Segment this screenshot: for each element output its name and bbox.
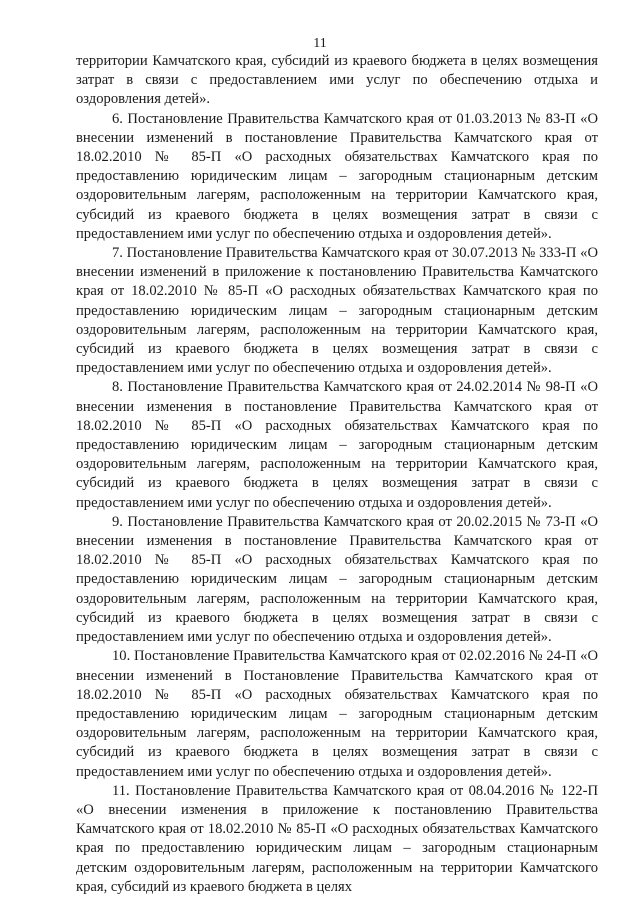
paragraph-item-10: 10. Постановление Правительства Камчатского края от 02.02.2016 № 24-П «О внесении изменений в Постановление Правительства Камчатского края от 18.02.2010 № 85-П «О расходных обязательствах Камчатского края по предоставлению юридическим лицам – загородным стационарным детским оздоровительным лагерям, расположенным на территории Камчатского края, субсидий из краевого бюджета в целях возмещения затрат в связи с предоставлением ими услуг по обеспечению отдыха и оздоровления детей». — [76, 648, 598, 780]
page-number: 11 — [313, 36, 327, 51]
paragraph-continuation: территории Камчатского края, субсидий из краевого бюджета в целях возмещения затрат в связи с предоставлением ими услуг по обеспечению отдыха и оздоровления детей». — [76, 53, 598, 108]
paragraph-item-11: 11. Постановление Правительства Камчатского края от 08.04.2016 № 122-П «О внесении изменения в приложение к постановлению Правительства Камчатского края от 18.02.2010 № 85-П «О расходных обязательствах Камчатского края по предоставлению юридическим лицам – загородным стационарным детским оздоровительным лагерям, расположенным на территории Камчатского края, субсидий из краевого бюджета в целях — [76, 782, 598, 895]
paragraph-item-8: 8. Постановление Правительства Камчатского края от 24.02.2014 № 98-П «О внесении изменения в постановление Правительства Камчатского края от 18.02.2010 № 85-П «О расходных обязательствах Камчатского края по предоставлению юридическим лицам – загородным стационарным детским оздоровительным лагерям, расположенным на территории Камчатского края, субсидий из краевого бюджета в целях возмещения затрат в связи с предоставлением ими услуг по обеспечению отдыха и оздоровления детей». — [76, 379, 598, 511]
paragraph-item-9: 9. Постановление Правительства Камчатского края от 20.02.2015 № 73-П «О внесении изменения в постановление Правительства Камчатского края от 18.02.2010 № 85-П «О расходных обязательствах Камчатского края по предоставлению юридическим лицам – загородным стационарным детским оздоровительным лагерям, расположенным на территории Камчатского края, субсидий из краевого бюджета в целях возмещения затрат в связи с предоставлением ими услуг по обеспечению отдыха и оздоровления детей». — [76, 513, 598, 646]
paragraph-item-7: 7. Постановление Правительства Камчатского края от 30.07.2013 № 333-П «О внесении изменений в приложение к постановлению Правительства Камчатского края от 18.02.2010 № 85-П «О расходных обязательствах Камчатского края по предоставлению юридическим лицам – загородным стационарным детским оздоровительным лагерям, расположенным на территории Камчатского края, субсидий из краевого бюджета в целях возмещения затрат в связи с предоставлением ими услуг по обеспечению отдыха и оздоровления детей». — [76, 245, 598, 377]
document-body — [76, 52, 598, 897]
paragraph-item-6: 6. Постановление Правительства Камчатского края от 01.03.2013 № 83-П «О внесении изменений в постановление Правительства Камчатского края от 18.02.2010 № 85-П «О расходных обязательствах Камчатского края по предоставлению юридическим лицам – загородным стационарным детским оздоровительным лагерям, расположенным на территории Камчатского края, субсидий из краевого бюджета в целях возмещения затрат в связи с предоставлением ими услуг по обеспечению отдыха и оздоровления детей». — [76, 110, 598, 242]
